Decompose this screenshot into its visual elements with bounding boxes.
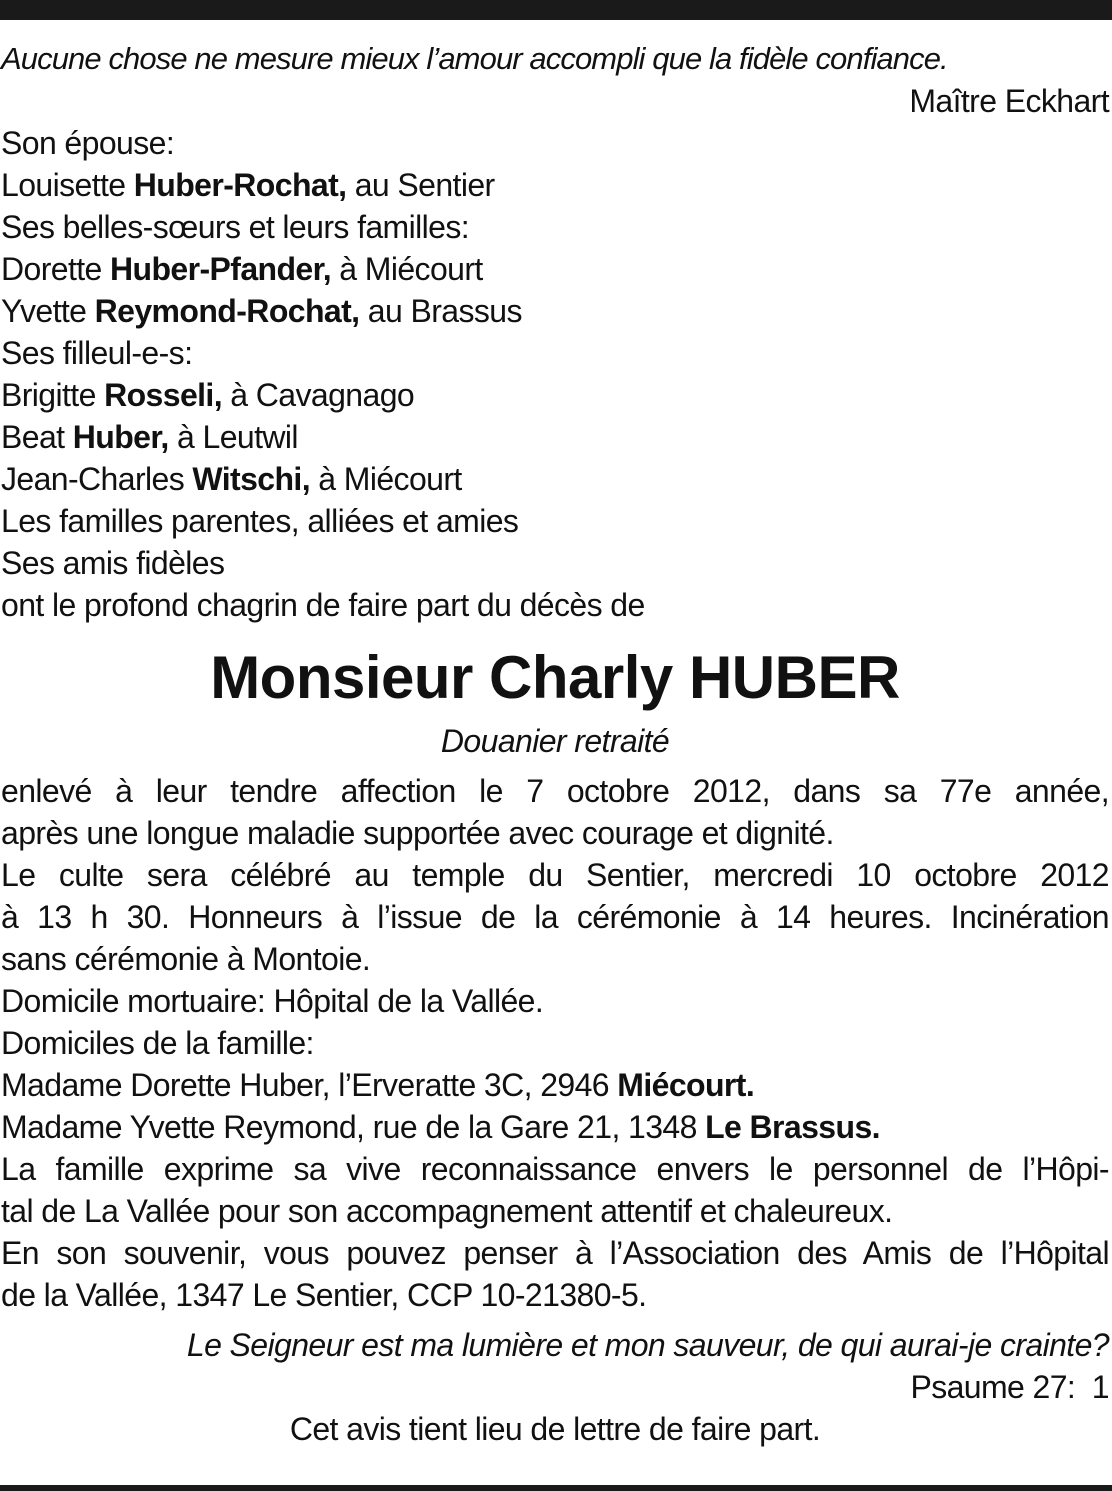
mortuary-address: Domicile mortuaire: Hôpital de la Vallée.	[1, 983, 544, 1019]
deceased-profession: Douanier retraité	[440, 723, 670, 759]
verse-reference: Psaume 27: 1	[910, 1369, 1109, 1405]
paragraph-death	[1, 770, 1109, 854]
paragraph-thanks	[1, 1148, 1109, 1232]
text-line: de la Vallée, 1347 Le Sentier, CCP 10-21380-5.	[1, 1277, 647, 1313]
mourner-line: Dorette Huber-Pfander, à Miécourt	[1, 251, 483, 287]
text-line: tal de La Vallée pour son accompagnement attentif et chaleureux.	[1, 1193, 893, 1229]
text-line: Le culte sera célébré au temple du Sentier, mercredi 10 octobre 2012	[1, 857, 1109, 893]
text-line: après une longue maladie supportée avec courage et dignité.	[1, 815, 834, 851]
mourner-line: Ses filleul-e-s:	[1, 335, 193, 371]
mourner-line: Ses amis fidèles	[1, 545, 225, 581]
obituary-notice	[1, 38, 1109, 1450]
family-address-2: Madame Yvette Reymond, rue de la Gare 21, 1348 Le Brassus.	[1, 1109, 880, 1145]
paragraph-donation	[1, 1232, 1109, 1316]
bottom-rule	[0, 1485, 1112, 1491]
mourners-list	[1, 122, 1109, 626]
family-homes-label: Domiciles de la famille:	[1, 1025, 314, 1061]
text-line: enlevé à leur tendre affection le 7 octobre 2012, dans sa 77e année,	[1, 773, 1109, 809]
text-line: sans cérémonie à Montoie.	[1, 941, 371, 977]
mourner-line: Brigitte Rosseli, à Cavagnago	[1, 377, 415, 413]
mourner-line: ont le profond chagrin de faire part du décès de	[1, 587, 645, 623]
epigraph-author: Maître Eckhart	[909, 83, 1109, 119]
text-line: En son souvenir, vous pouvez penser à l’Association des Amis de l’Hôpital	[1, 1235, 1109, 1271]
text-line: à 13 h 30. Honneurs à l’issue de la cérémonie à 14 heures. Incinération	[1, 899, 1109, 935]
mourner-line: Louisette Huber-Rochat, au Sentier	[1, 167, 495, 203]
closing-verse: Le Seigneur est ma lumière et mon sauveur, de qui aurai-je crainte?	[186, 1327, 1109, 1363]
top-rule	[0, 0, 1112, 20]
mourner-line: Son épouse:	[1, 125, 175, 161]
text-line: La famille exprime sa vive reconnaissance envers le personnel de l’Hôpi-	[1, 1151, 1109, 1187]
deceased-name: Monsieur Charly HUBER	[210, 644, 900, 711]
family-address-1: Madame Dorette Huber, l’Erveratte 3C, 2946 Miécourt.	[1, 1067, 755, 1103]
mourner-line: Ses belles-sœurs et leurs familles:	[1, 209, 470, 245]
mourner-line: Yvette Reymond-Rochat, au Brassus	[1, 293, 522, 329]
notice-statement: Cet avis tient lieu de lettre de faire part.	[289, 1411, 821, 1447]
epigraph-quote: Aucune chose ne mesure mieux l’amour accompli que la fidèle confiance.	[1, 41, 948, 76]
mourner-line: Les familles parentes, alliées et amies	[1, 503, 519, 539]
mourner-line: Jean-Charles Witschi, à Miécourt	[1, 461, 462, 497]
paragraph-service	[1, 854, 1109, 980]
mourner-line: Beat Huber, à Leutwil	[1, 419, 298, 455]
